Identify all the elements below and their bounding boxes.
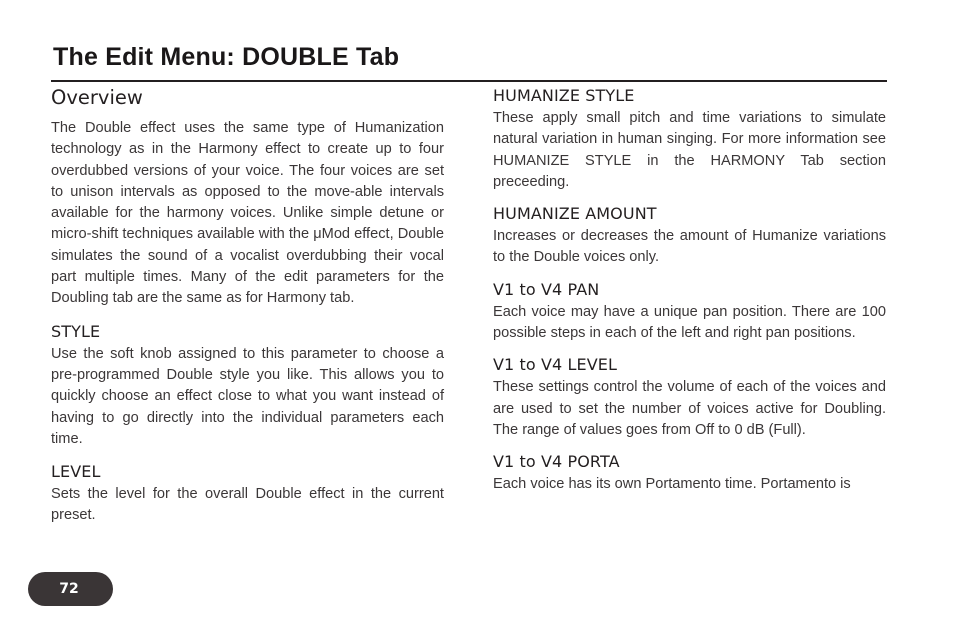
v1-v4-level-heading: V1 to V4 LEVEL <box>493 355 617 375</box>
spacer <box>51 310 444 320</box>
spacer <box>493 344 886 353</box>
humanize-amount-text: Increases or decreases the amount of Humanize variations to the Double voices only. <box>493 228 886 266</box>
page-number-badge <box>28 572 113 606</box>
page-number: 72 <box>59 581 79 597</box>
v1-v4-pan-text: Each voice may have a unique pan position. There are 100 possible steps in each of the left and right pan positions. <box>493 303 886 342</box>
left-column <box>51 84 444 527</box>
style-heading: STYLE <box>51 321 101 341</box>
spacer <box>493 193 886 202</box>
humanize-style-heading: HUMANIZE STYLE <box>493 86 635 105</box>
level-text: Sets the level for the overall Double effect in the current preset. <box>51 486 444 524</box>
spacer <box>51 450 444 460</box>
page-title: The Edit Menu: DOUBLE Tab <box>53 43 400 71</box>
overview-text: The Double effect uses the same type of Humanization technology as in the Harmony effect to create up to four overdubbed versions of your voice. The four voices are set to unison intervals as opposed to the move-able intervals available for the harmony voices. Unlike simple detune or micro-shift techniques available with the μMod effect, Double simulates the sound of a vocalist overdubbing their vocal part multiple times. Many of the edit parameters for the Doubling tab are the same as for Harmony tab. <box>51 120 444 307</box>
overview-heading: Overview <box>51 86 143 109</box>
right-column <box>493 84 886 496</box>
style-text: Use the soft knob assigned to this parameter to choose a pre-programmed Double style you like. This allows you to quickly choose an effect close to what you want instead of having to go directly into the individual parameters each time. <box>51 345 444 447</box>
v1-v4-porta-text: Each voice has its own Portamento time. Portamento is <box>493 476 851 493</box>
spacer <box>493 269 886 278</box>
humanize-amount-heading: HUMANIZE AMOUNT <box>493 204 657 224</box>
level-heading: LEVEL <box>51 462 101 482</box>
spacer <box>493 441 886 450</box>
v1-v4-porta-heading: V1 to V4 PORTA <box>493 452 620 472</box>
v1-v4-pan-heading: V1 to V4 PAN <box>493 279 600 299</box>
title-divider <box>51 80 887 82</box>
v1-v4-level-text: These settings control the volume of each of the voices and are used to set the number of voices active for Doubling. The range of values goes from Off to 0 dB (Full). <box>493 379 886 438</box>
humanize-style-text: These apply small pitch and time variations to simulate natural variation in human singing. For more information see HUMANIZE STYLE in the HARMONY Tab section preceeding. <box>493 110 886 190</box>
